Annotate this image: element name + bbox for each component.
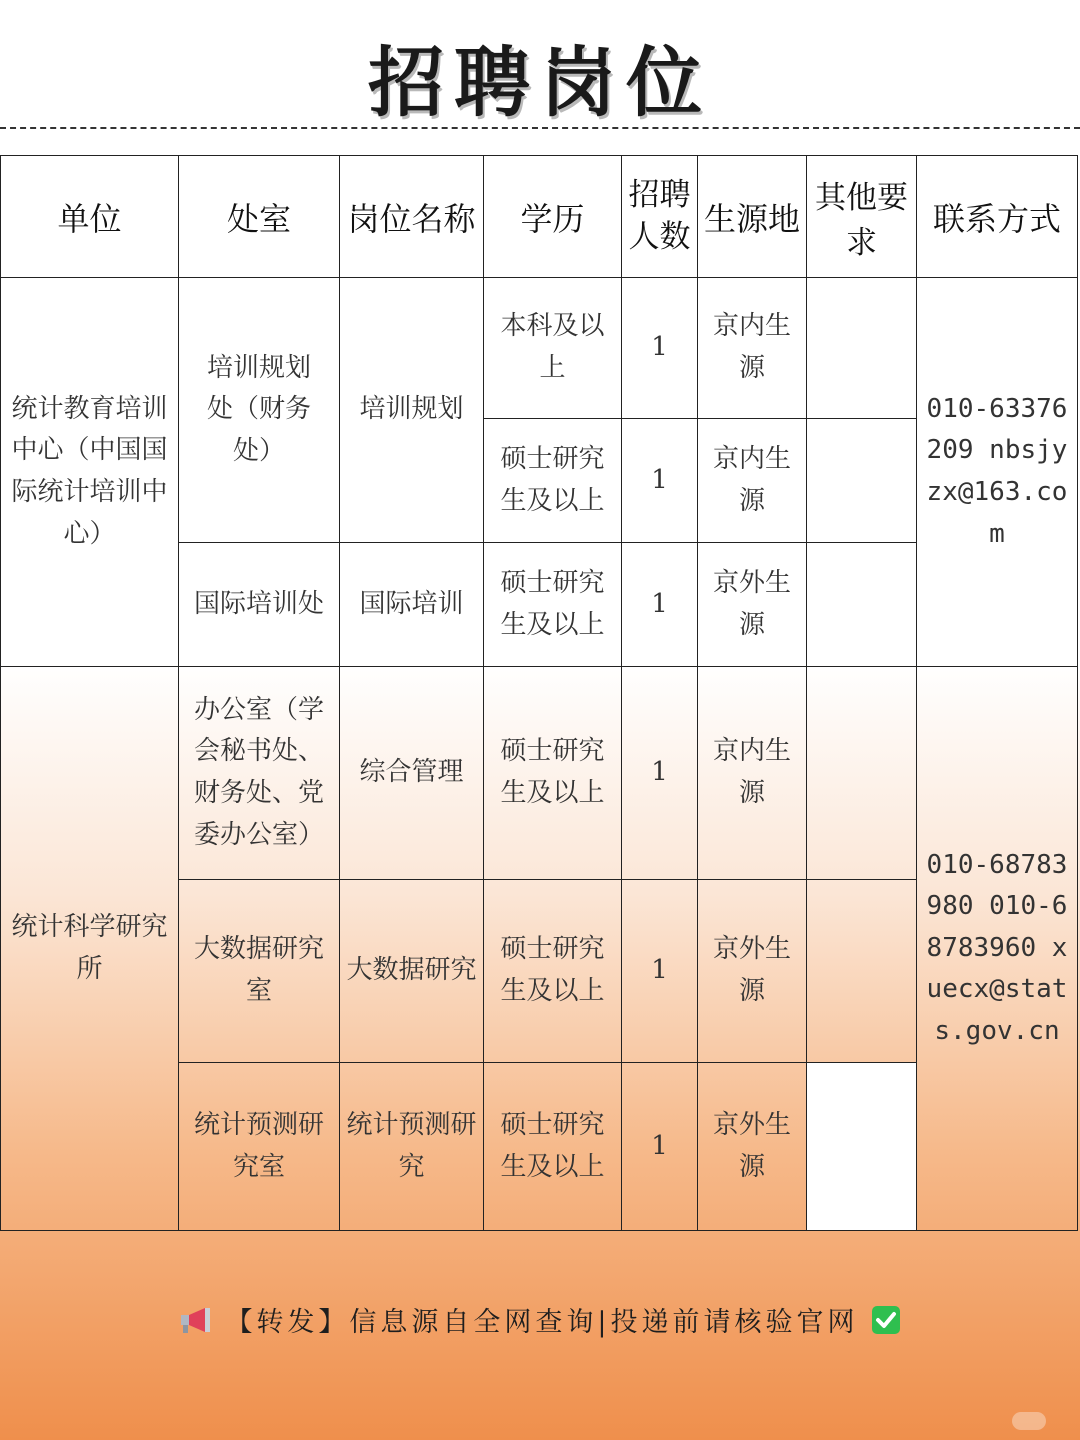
position-cell: 培训规划 <box>340 278 484 543</box>
check-mark-icon <box>871 1305 901 1342</box>
footer-note <box>0 1300 1080 1342</box>
education-cell: 本科及以上 <box>484 278 622 419</box>
dashed-divider <box>0 127 1080 129</box>
unit-name-cell: 统计科学研究所 <box>1 667 179 1231</box>
page-title: 招聘岗位 <box>368 38 712 127</box>
origin-cell: 京外生源 <box>698 543 807 667</box>
header-department: 处室 <box>179 156 340 278</box>
position-cell: 大数据研究 <box>340 880 484 1063</box>
education-cell: 硕士研究生及以上 <box>484 419 622 543</box>
unit-name-cell: 统计教育培训中心（中国国际统计培训中心） <box>1 278 179 667</box>
header-other: 其他要求 <box>807 156 917 278</box>
position-cell: 统计预测研究 <box>340 1063 484 1231</box>
count-cell: 1 <box>622 543 698 667</box>
department-cell: 培训规划处（财务处） <box>179 278 340 543</box>
footer-text: 【转发】信息源自全网查询|投递前请核验官网 <box>225 1307 859 1338</box>
other-requirements-cell <box>807 543 917 667</box>
other-requirements-cell <box>807 1063 917 1231</box>
department-cell: 大数据研究室 <box>179 880 340 1063</box>
header-count: 招聘人数 <box>622 156 698 278</box>
other-requirements-cell <box>807 278 917 419</box>
position-cell: 综合管理 <box>340 667 484 880</box>
education-cell: 硕士研究生及以上 <box>484 543 622 667</box>
contact-cell: 010-68783980 010-68783960 xuecx@stats.gov.cn <box>917 667 1078 1231</box>
origin-cell: 京外生源 <box>698 1063 807 1231</box>
other-requirements-cell <box>807 880 917 1063</box>
origin-cell: 京外生源 <box>698 880 807 1063</box>
watermark-badge <box>1012 1412 1046 1430</box>
count-cell: 1 <box>622 278 698 419</box>
megaphone-icon <box>179 1305 213 1342</box>
origin-cell: 京内生源 <box>698 278 807 419</box>
header-origin: 生源地 <box>698 156 807 278</box>
table-row <box>1 667 1078 880</box>
count-cell: 1 <box>622 880 698 1063</box>
count-cell: 1 <box>622 419 698 543</box>
other-requirements-cell <box>807 667 917 880</box>
education-cell: 硕士研究生及以上 <box>484 1063 622 1231</box>
position-cell: 国际培训 <box>340 543 484 667</box>
header-unit: 单位 <box>1 156 179 278</box>
header-row <box>1 156 1078 278</box>
department-cell: 国际培训处 <box>179 543 340 667</box>
count-cell: 1 <box>622 667 698 880</box>
education-cell: 硕士研究生及以上 <box>484 880 622 1063</box>
table-row <box>1 278 1078 419</box>
count-cell: 1 <box>622 1063 698 1231</box>
department-cell: 统计预测研究室 <box>179 1063 340 1231</box>
header-education: 学历 <box>484 156 622 278</box>
recruitment-table <box>0 155 1078 1231</box>
department-cell: 办公室（学会秘书处、财务处、党委办公室） <box>179 667 340 880</box>
header-position: 岗位名称 <box>340 156 484 278</box>
origin-cell: 京内生源 <box>698 419 807 543</box>
contact-cell: 010-63376209 nbsjyzx@163.com <box>917 278 1078 667</box>
education-cell: 硕士研究生及以上 <box>484 667 622 880</box>
header-contact: 联系方式 <box>917 156 1078 278</box>
origin-cell: 京内生源 <box>698 667 807 880</box>
other-requirements-cell <box>807 419 917 543</box>
